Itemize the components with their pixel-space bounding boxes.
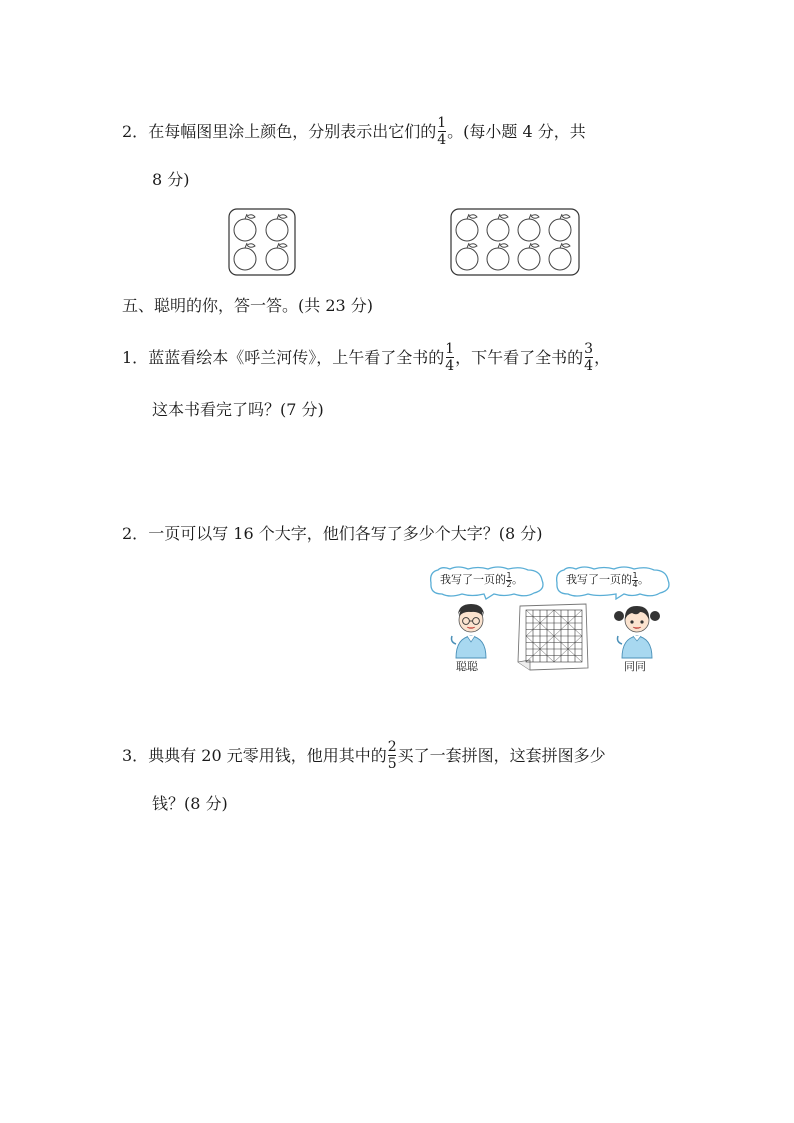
- q5-2-line1: [122, 524, 542, 544]
- name-label-right: 同同: [624, 660, 646, 673]
- bubble-right-end: 。: [638, 573, 649, 586]
- q5-3-frac-den: 5: [387, 756, 397, 772]
- apple-figure-four: [228, 208, 296, 276]
- q2-line2: 8 分): [152, 170, 190, 189]
- q5-1-frac1-den: 4: [445, 358, 455, 374]
- q5-1-number: 1．: [122, 348, 149, 367]
- q5-3-text-b: 买了一套拼图，这套拼图多少: [397, 746, 606, 765]
- q2-fraction-den: 4: [437, 132, 447, 148]
- q5-3-line1: [122, 741, 606, 772]
- q5-3-number: 3．: [122, 746, 149, 765]
- q2-number: 2．: [122, 122, 149, 141]
- q5-3-text-a: 典典有 20 元零用钱，他用其中的: [148, 746, 387, 765]
- q5-1-fraction-2: [584, 342, 593, 373]
- bubble-right-den: 4: [632, 579, 638, 589]
- q5-3-line2: 钱？(8 分): [152, 794, 228, 813]
- apple-figure-eight: [450, 208, 580, 276]
- q5-1-frac1-num: 1: [445, 341, 455, 357]
- q5-1-line1: [122, 343, 610, 374]
- girl-figure: [610, 602, 664, 660]
- boy-figure: [446, 602, 496, 660]
- bubble-left-text: 我写了一页的: [440, 573, 506, 586]
- q5-3-frac-num: 2: [387, 739, 397, 755]
- bubble-left-num: 1: [506, 570, 512, 580]
- q5-1-fraction-1: [445, 342, 454, 373]
- q5-1-text-a: 蓝蓝看绘本《呼兰河传》，上午看了全书的: [148, 348, 445, 367]
- writing-grid-paper: [516, 596, 590, 672]
- writing-illustration: [428, 566, 672, 676]
- q5-2-text: 一页可以写 16 个大字，他们各写了多少个大字？(8 分): [148, 524, 543, 543]
- speech-bubble-left-text: [440, 571, 523, 589]
- name-label-left: 聪聪: [456, 660, 478, 673]
- q5-2-number: 2．: [122, 524, 149, 543]
- bubble-right-text: 我写了一页的: [566, 573, 632, 586]
- q5-1-frac2-num: 3: [584, 341, 594, 357]
- bubble-left-den: 2: [506, 579, 512, 589]
- bubble-right-num: 1: [632, 570, 638, 580]
- q2-fraction-num: 1: [437, 115, 447, 131]
- q2-text-after: 。(每小题 4 分，共: [447, 122, 586, 141]
- q2-text-before: 在每幅图里涂上颜色，分别表示出它们的: [148, 122, 437, 141]
- q5-3-fraction: [388, 740, 397, 771]
- q5-1-line2: 这本书看完了吗？(7 分): [152, 400, 324, 419]
- q5-1-text-b: ，下午看了全书的: [455, 348, 584, 367]
- q2-line1: [122, 117, 586, 148]
- q5-1-text-c: ，: [594, 348, 611, 367]
- speech-bubble-right-text: [566, 571, 649, 589]
- bubble-left-end: 。: [512, 573, 523, 586]
- section5-heading: 五、聪明的你，答一答。(共 23 分): [122, 296, 374, 315]
- q2-fraction: [437, 116, 446, 147]
- q5-1-frac2-den: 4: [584, 358, 594, 374]
